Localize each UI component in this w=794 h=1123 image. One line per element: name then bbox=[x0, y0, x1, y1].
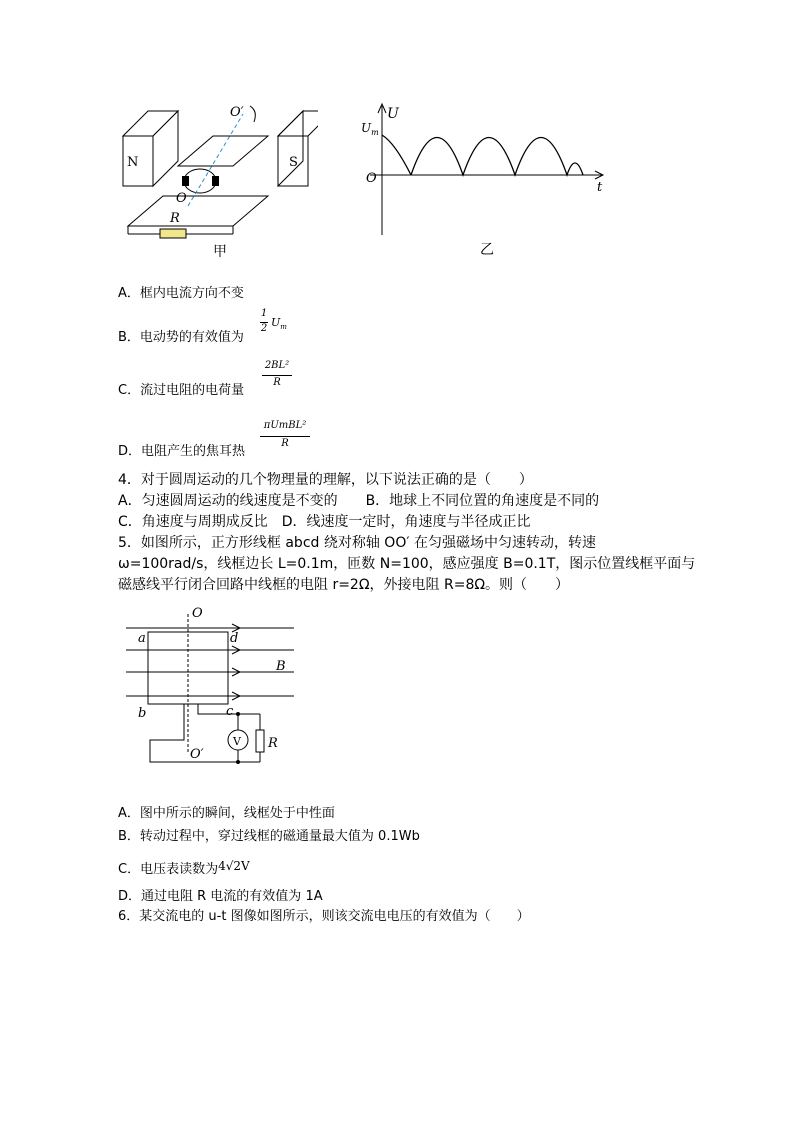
figure-voltage-graph bbox=[355, 98, 610, 263]
q4-options-cd: C．角速度与周期成反比 D．线速度一定时，角速度与半径成正比 bbox=[118, 514, 531, 530]
figure-generator bbox=[118, 96, 318, 261]
figure2-caption: 乙 bbox=[480, 242, 494, 258]
q5-option-c: C．电压表读数为4√2V bbox=[118, 859, 250, 877]
coil-c-label: c bbox=[226, 704, 234, 719]
x-axis-label: t bbox=[597, 180, 603, 195]
q5-stem-line2: ω=100rad/s，线框边长 L=0.1m，匝数 N=100，感应强度 B=0.1T，图示位置线框平面与 bbox=[118, 556, 696, 572]
q4-stem: 4．对于圆周运动的几个物理量的理解，以下说法正确的是（ ） bbox=[118, 472, 533, 488]
q3-c-frac-bar bbox=[262, 375, 292, 376]
y-axis-label: U bbox=[387, 106, 399, 122]
q3-c-frac-num: 2BL² bbox=[264, 360, 290, 371]
q3-b-frac-den: 2 bbox=[260, 323, 268, 334]
axis-bottom-label: O bbox=[176, 191, 187, 206]
q3-d-frac-num: πUmBL² bbox=[263, 420, 307, 431]
q5-option-b: B．转动过程中，穿过线框的磁通量最大值为 0.1Wb bbox=[118, 829, 420, 844]
figure1-caption: 甲 bbox=[213, 244, 227, 260]
q3-option-d: D．电阻产生的焦耳热 bbox=[118, 444, 246, 459]
coil-O-label: O bbox=[192, 606, 203, 621]
q3-b-um: $U_m$ bbox=[271, 316, 287, 332]
um-label: $U_m$ bbox=[361, 121, 379, 137]
magnet-n-label: N bbox=[127, 155, 139, 170]
q3-d-frac-den: R bbox=[281, 438, 289, 449]
coil-a-label: a bbox=[138, 631, 146, 646]
q3-c-frac-den: R bbox=[273, 377, 281, 388]
q3-option-c: C．流过电阻的电荷量 bbox=[118, 383, 245, 398]
field-B-label: B bbox=[276, 659, 286, 674]
q6-stem: 6．某交流电的 u-t 图像如图所示，则该交流电电压的有效值为（ ） bbox=[118, 909, 530, 924]
resistor-R-label: R bbox=[268, 736, 278, 751]
resistor-label: R bbox=[170, 211, 180, 226]
coil-O2-label: O′ bbox=[190, 747, 204, 762]
voltmeter-label: V bbox=[233, 735, 241, 748]
coil-b-label: b bbox=[138, 706, 147, 721]
q5-stem-line1: 5．如图所示，正方形线框 abcd 绕对称轴 OO′ 在匀强磁场中匀速转动，转速 bbox=[118, 535, 596, 551]
q3-b-frac-num: 1 bbox=[260, 308, 268, 319]
q3-option-b: B．电动势的有效值为 bbox=[118, 330, 244, 345]
q5-c-value: 4√2V bbox=[218, 859, 250, 873]
q5-stem-line3: 磁感线平行闭合回路中线框的电阻 r=2Ω，外接电阻 R=8Ω。则（ ） bbox=[118, 577, 570, 593]
q5-option-a: A．图中所示的瞬间，线框处于中性面 bbox=[118, 806, 335, 821]
q4-options-ab: A．匀速圆周运动的线速度是不变的 B．地球上不同位置的角速度是不同的 bbox=[118, 493, 600, 509]
origin-label: O bbox=[366, 171, 377, 186]
axis-top-label: O′ bbox=[230, 105, 244, 120]
q5-option-d: D．通过电阻 R 电流的有效值为 1A bbox=[118, 889, 323, 904]
magnet-s-label: S bbox=[289, 155, 298, 170]
figure-coil-circuit bbox=[118, 602, 308, 772]
q3-d-frac-bar bbox=[260, 436, 310, 437]
coil-d-label: d bbox=[230, 631, 239, 646]
q3-option-a: A．框内电流方向不变 bbox=[118, 286, 244, 301]
